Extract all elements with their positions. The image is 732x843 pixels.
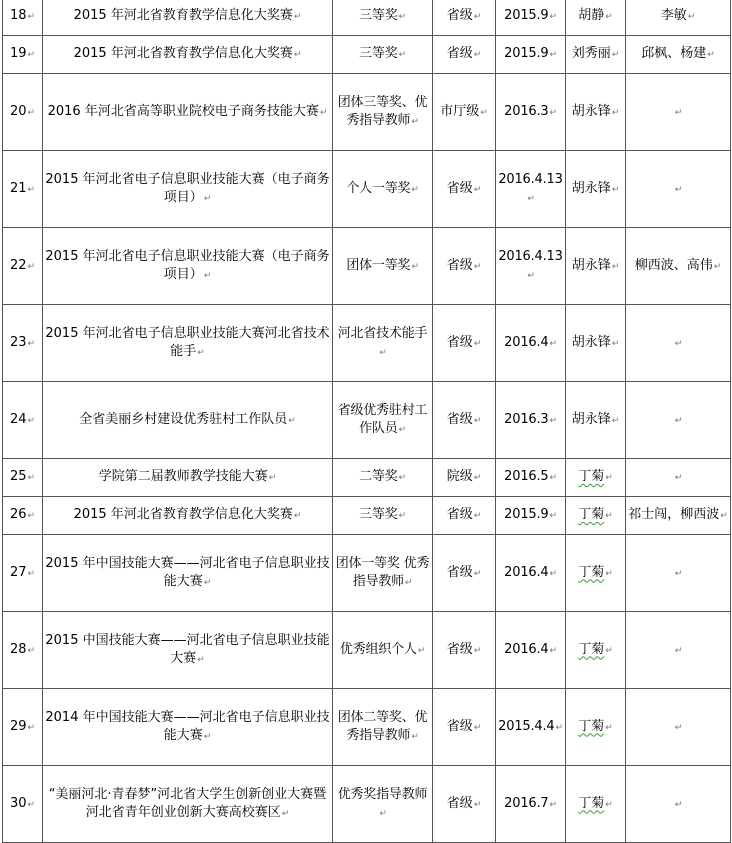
award-level-cell (433, 689, 496, 766)
paragraph-mark-icon: ↵ (549, 50, 557, 60)
competition-name: 全省美丽乡村建设优秀驻村工作队员 (79, 411, 288, 427)
paragraph-mark-icon: ↵ (605, 12, 613, 22)
paragraph-mark-icon: ↵ (411, 731, 419, 742)
paragraph-mark-icon: ↵ (27, 799, 36, 810)
paragraph-mark-icon: ↵ (27, 645, 36, 656)
competition-name-cell (43, 612, 333, 689)
paragraph-mark-icon: ↵ (398, 511, 406, 521)
competition-name-cell (43, 459, 333, 497)
paragraph-mark-icon: ↵ (473, 568, 482, 579)
competition-name-cell (43, 689, 333, 766)
team-members: 祁士闯，柳西波 (628, 507, 720, 522)
table-row (3, 228, 731, 305)
row-number-cell (3, 497, 43, 535)
award-date-cell (496, 36, 566, 74)
row-number: 28 (9, 641, 27, 657)
award-name-cell (333, 305, 433, 382)
award-level: 省级 (446, 411, 473, 427)
award-level-cell (433, 535, 496, 612)
competition-name: 2015 年河北省电子信息职业技能大赛河北省技术能手 (45, 325, 330, 359)
paragraph-mark-icon: ↵ (605, 473, 613, 483)
award-date-cell (496, 151, 566, 228)
award-name-cell (333, 228, 433, 305)
paragraph-mark-icon: ↵ (293, 511, 302, 521)
row-number: 19 (9, 46, 27, 61)
team-members-cell (626, 459, 731, 497)
award-level: 省级 (446, 507, 473, 522)
row-number: 26 (9, 507, 27, 522)
award-date: 2016.4 (504, 564, 549, 580)
award-date: 2016.4.13 (498, 248, 563, 264)
paragraph-mark-icon: ↵ (707, 50, 715, 60)
competition-name-cell (43, 74, 333, 151)
paragraph-mark-icon: ↵ (268, 473, 277, 483)
paragraph-mark-icon: ↵ (674, 415, 683, 426)
awardee-cell (566, 0, 626, 36)
paragraph-mark-icon: ↵ (549, 12, 557, 22)
competition-name: 2016 年河北省高等职业院校电子商务技能大赛 (47, 103, 319, 119)
awardee-cell (566, 305, 626, 382)
competition-name: 学院第二届教师教学技能大赛 (98, 469, 268, 484)
award-date-cell (496, 305, 566, 382)
paragraph-mark-icon: ↵ (674, 799, 683, 810)
award-date-cell (496, 228, 566, 305)
award-name-cell (333, 535, 433, 612)
award-name: 三等奖 (359, 8, 398, 23)
paragraph-mark-icon: ↵ (674, 473, 683, 483)
paragraph-mark-icon: ↵ (605, 645, 613, 656)
award-date-cell (496, 689, 566, 766)
row-number: 23 (9, 334, 27, 350)
awardee-cell (566, 766, 626, 843)
awardee: 丁菊 (578, 564, 605, 580)
row-number-cell (3, 382, 43, 459)
paragraph-mark-icon: ↵ (605, 568, 613, 579)
row-number-cell (3, 36, 43, 74)
paragraph-mark-icon: ↵ (27, 338, 36, 349)
award-level: 省级 (446, 718, 473, 734)
award-level-cell (433, 612, 496, 689)
row-number-cell (3, 0, 43, 36)
award-date: 2015.4.4 (498, 718, 555, 734)
paragraph-mark-icon: ↵ (549, 107, 557, 118)
paragraph-mark-icon: ↵ (27, 50, 36, 60)
paragraph-mark-icon: ↵ (605, 722, 613, 733)
paragraph-mark-icon: ↵ (411, 261, 419, 272)
award-name-cell (333, 151, 433, 228)
award-level: 省级 (446, 334, 473, 350)
award-name-cell (333, 0, 433, 36)
table-row (3, 151, 731, 228)
paragraph-mark-icon: ↵ (611, 338, 620, 349)
team-members-cell (626, 0, 731, 36)
award-level: 省级 (446, 257, 473, 273)
paragraph-mark-icon: ↵ (674, 338, 683, 349)
row-number-cell (3, 228, 43, 305)
competition-name-cell (43, 535, 333, 612)
table-row (3, 382, 731, 459)
award-name: 优秀奖指导教师 (337, 786, 428, 802)
paragraph-mark-icon: ↵ (293, 12, 302, 22)
paragraph-mark-icon: ↵ (197, 654, 205, 665)
award-level-cell (433, 36, 496, 74)
paragraph-mark-icon: ↵ (555, 722, 563, 733)
award-date-cell (496, 0, 566, 36)
awardee-cell (566, 74, 626, 151)
award-name-cell (333, 689, 433, 766)
team-members-cell (626, 74, 731, 151)
award-level-cell (433, 305, 496, 382)
award-date-cell (496, 535, 566, 612)
paragraph-mark-icon: ↵ (398, 424, 406, 435)
award-level-cell (433, 766, 496, 843)
paragraph-mark-icon: ↵ (549, 338, 557, 349)
award-date-cell (496, 382, 566, 459)
award-name: 团体一等奖 (346, 257, 411, 273)
row-number: 22 (9, 257, 27, 273)
paragraph-mark-icon: ↵ (398, 50, 406, 60)
paragraph-mark-icon: ↵ (417, 645, 426, 656)
award-name: 团体二等奖、优秀指导教师 (337, 709, 428, 743)
award-date: 2016.4 (504, 641, 549, 657)
award-date: 2015.9 (504, 507, 549, 522)
paragraph-mark-icon: ↵ (293, 50, 302, 60)
paragraph-mark-icon: ↵ (549, 568, 557, 579)
paragraph-mark-icon: ↵ (27, 473, 36, 483)
paragraph-mark-icon: ↵ (398, 12, 406, 22)
paragraph-mark-icon: ↵ (473, 338, 482, 349)
paragraph-mark-icon: ↵ (674, 645, 683, 656)
award-level: 院级 (446, 469, 473, 484)
row-number: 25 (9, 469, 27, 484)
award-name-cell (333, 459, 433, 497)
row-number: 24 (9, 411, 27, 427)
paragraph-mark-icon: ↵ (473, 645, 482, 656)
award-date: 2016.4.13 (498, 171, 563, 187)
awardee: 丁菊 (578, 469, 605, 484)
competition-name: 2015 年河北省电子信息职业技能大赛（电子商务项目） (45, 171, 330, 205)
competition-name-cell (43, 151, 333, 228)
awards-table-body (3, 0, 731, 843)
paragraph-mark-icon: ↵ (473, 473, 482, 483)
paragraph-mark-icon: ↵ (720, 511, 728, 521)
paragraph-mark-icon: ↵ (473, 415, 482, 426)
competition-name-cell (43, 0, 333, 36)
award-name: 三等奖 (359, 46, 398, 61)
row-number-cell (3, 74, 43, 151)
paragraph-mark-icon: ↵ (611, 261, 620, 272)
award-date-cell (496, 459, 566, 497)
row-number-cell (3, 766, 43, 843)
table-row (3, 766, 731, 843)
table-row (3, 0, 731, 36)
awardee: 胡静 (578, 8, 605, 23)
award-level-cell (433, 0, 496, 36)
paragraph-mark-icon: ↵ (674, 184, 683, 195)
paragraph-mark-icon: ↵ (203, 270, 212, 281)
team-members-cell (626, 689, 731, 766)
paragraph-mark-icon: ↵ (713, 261, 722, 272)
team-members: 邱枫、杨建 (641, 46, 707, 61)
paragraph-mark-icon: ↵ (473, 261, 482, 272)
paragraph-mark-icon: ↵ (674, 568, 683, 579)
paragraph-mark-icon: ↵ (203, 193, 212, 204)
award-name: 团体三等奖、优秀指导教师 (337, 94, 428, 128)
awardee-cell (566, 689, 626, 766)
award-date: 2016.5 (504, 469, 549, 484)
awardee: 胡永锋 (571, 411, 611, 427)
award-level-cell (433, 228, 496, 305)
award-level-cell (433, 151, 496, 228)
competition-name-cell (43, 766, 333, 843)
award-name: 河北省技术能手 (337, 325, 428, 341)
paragraph-mark-icon: ↵ (549, 511, 557, 521)
table-row (3, 459, 731, 497)
paragraph-mark-icon: ↵ (687, 12, 696, 22)
row-number: 27 (9, 564, 27, 580)
table-row (3, 305, 731, 382)
competition-name-cell (43, 497, 333, 535)
paragraph-mark-icon: ↵ (27, 261, 36, 272)
paragraph-mark-icon: ↵ (611, 415, 620, 426)
award-level-cell (433, 459, 496, 497)
paragraph-mark-icon: ↵ (549, 473, 557, 483)
competition-name: “美丽河北·青春梦”河北省大学生创新创业大赛暨河北省青年创业创新大赛高校赛区 (48, 786, 327, 820)
paragraph-mark-icon: ↵ (411, 116, 419, 127)
award-name-cell (333, 382, 433, 459)
row-number: 20 (9, 103, 27, 119)
paragraph-mark-icon: ↵ (27, 568, 36, 579)
awardee-cell (566, 151, 626, 228)
row-number: 21 (9, 180, 27, 196)
paragraph-mark-icon: ↵ (27, 12, 36, 22)
awardee: 丁菊 (578, 641, 605, 657)
award-level-cell (433, 497, 496, 535)
row-number-cell (3, 535, 43, 612)
award-name: 优秀组织个人 (339, 641, 417, 657)
award-date: 2016.3 (504, 411, 549, 427)
team-members-cell (626, 535, 731, 612)
award-date: 2016.4 (504, 334, 549, 350)
team-members-cell (626, 766, 731, 843)
award-level: 省级 (446, 795, 473, 811)
award-level: 省级 (446, 564, 473, 580)
competition-name-cell (43, 305, 333, 382)
awards-table (2, 0, 731, 843)
paragraph-mark-icon: ↵ (549, 799, 557, 810)
competition-name: 2015 年河北省电子信息职业技能大赛（电子商务项目） (45, 248, 330, 282)
award-date: 2016.7 (504, 795, 549, 811)
paragraph-mark-icon: ↵ (674, 107, 683, 118)
award-level-cell (433, 382, 496, 459)
row-number-cell (3, 612, 43, 689)
awardee: 胡永锋 (571, 257, 611, 273)
award-name: 二等奖 (359, 469, 398, 484)
paragraph-mark-icon: ↵ (674, 722, 683, 733)
award-name: 团体一等奖 优秀指导教师 (335, 555, 430, 589)
awardee: 丁菊 (578, 718, 605, 734)
award-name: 三等奖 (359, 507, 398, 522)
awardee: 刘秀丽 (571, 46, 611, 61)
paragraph-mark-icon: ↵ (549, 415, 557, 426)
award-date-cell (496, 612, 566, 689)
competition-name: 2015 年中国技能大赛——河北省电子信息职业技能大赛 (45, 555, 330, 589)
award-level: 省级 (446, 180, 473, 196)
paragraph-mark-icon: ↵ (605, 799, 613, 810)
award-name-cell (333, 36, 433, 74)
award-level: 市厅级 (440, 103, 480, 119)
table-row (3, 74, 731, 151)
team-members-cell (626, 36, 731, 74)
award-level: 省级 (446, 8, 473, 23)
paragraph-mark-icon: ↵ (27, 107, 36, 118)
row-number-cell (3, 151, 43, 228)
award-name-cell (333, 766, 433, 843)
competition-name: 2015 年河北省教育教学信息化大奖赛 (73, 46, 293, 61)
award-date: 2015.9 (504, 46, 549, 61)
awardee: 胡永锋 (571, 103, 611, 119)
row-number: 29 (9, 718, 27, 734)
team-members-cell (626, 228, 731, 305)
paragraph-mark-icon: ↵ (611, 184, 620, 195)
paragraph-mark-icon: ↵ (197, 347, 205, 358)
paragraph-mark-icon: ↵ (527, 270, 535, 281)
paragraph-mark-icon: ↵ (27, 415, 36, 426)
paragraph-mark-icon: ↵ (203, 731, 212, 742)
award-level-cell (433, 74, 496, 151)
paragraph-mark-icon: ↵ (288, 415, 296, 426)
paragraph-mark-icon: ↵ (27, 511, 36, 521)
paragraph-mark-icon: ↵ (319, 107, 328, 118)
team-members-cell (626, 497, 731, 535)
paragraph-mark-icon: ↵ (611, 50, 620, 60)
team-members: 李敏 (660, 8, 687, 23)
awardee-cell (566, 612, 626, 689)
paragraph-mark-icon: ↵ (473, 722, 482, 733)
awardee: 丁菊 (578, 507, 605, 522)
paragraph-mark-icon: ↵ (203, 577, 212, 588)
competition-name-cell (43, 36, 333, 74)
award-name-cell (333, 612, 433, 689)
paragraph-mark-icon: ↵ (473, 184, 482, 195)
team-members-cell (626, 382, 731, 459)
row-number: 30 (9, 795, 27, 811)
team-members-cell (626, 151, 731, 228)
paragraph-mark-icon: ↵ (473, 799, 482, 810)
row-number-cell (3, 459, 43, 497)
table-row (3, 612, 731, 689)
team-members-cell (626, 305, 731, 382)
competition-name-cell (43, 228, 333, 305)
team-members: 柳西波、高伟 (634, 257, 713, 273)
awardee: 胡永锋 (571, 180, 611, 196)
paragraph-mark-icon: ↵ (27, 722, 36, 733)
paragraph-mark-icon: ↵ (480, 107, 488, 118)
paragraph-mark-icon: ↵ (379, 808, 387, 819)
team-members-cell (626, 612, 731, 689)
paragraph-mark-icon: ↵ (281, 808, 290, 819)
row-number-cell (3, 689, 43, 766)
paragraph-mark-icon: ↵ (527, 193, 535, 204)
awardee-cell (566, 535, 626, 612)
award-date-cell (496, 497, 566, 535)
competition-name: 2015 年河北省教育教学信息化大奖赛 (73, 8, 293, 23)
awardee-cell (566, 459, 626, 497)
paragraph-mark-icon: ↵ (611, 107, 620, 118)
award-date: 2016.3 (504, 103, 549, 119)
paragraph-mark-icon: ↵ (379, 347, 387, 358)
table-row (3, 535, 731, 612)
award-date: 2015.9 (504, 8, 549, 23)
paragraph-mark-icon: ↵ (411, 184, 419, 195)
paragraph-mark-icon: ↵ (398, 473, 406, 483)
paragraph-mark-icon: ↵ (473, 511, 482, 521)
competition-name: 2015 年河北省教育教学信息化大奖赛 (73, 507, 293, 522)
awardee-cell (566, 36, 626, 74)
awardee-cell (566, 228, 626, 305)
award-date-cell (496, 74, 566, 151)
competition-name: 2015 中国技能大赛——河北省电子信息职业技能大赛 (45, 632, 330, 666)
row-number-cell (3, 305, 43, 382)
award-level: 省级 (446, 46, 473, 61)
award-level: 省级 (446, 641, 473, 657)
awardee-cell (566, 382, 626, 459)
paragraph-mark-icon: ↵ (549, 645, 557, 656)
award-name: 个人一等奖 (346, 180, 411, 196)
awardee: 胡永锋 (571, 334, 611, 350)
row-number: 18 (9, 8, 27, 23)
paragraph-mark-icon: ↵ (605, 511, 613, 521)
table-row (3, 497, 731, 535)
award-name-cell (333, 74, 433, 151)
competition-name-cell (43, 382, 333, 459)
table-row (3, 36, 731, 74)
paragraph-mark-icon: ↵ (404, 577, 413, 588)
paragraph-mark-icon: ↵ (27, 184, 36, 195)
table-row (3, 689, 731, 766)
awardee: 丁菊 (578, 795, 605, 811)
paragraph-mark-icon: ↵ (473, 50, 482, 60)
award-name: 省级优秀驻村工作队员 (337, 402, 428, 436)
award-name-cell (333, 497, 433, 535)
paragraph-mark-icon: ↵ (473, 12, 482, 22)
competition-name: 2014 年中国技能大赛——河北省电子信息职业技能大赛 (45, 709, 330, 743)
award-date-cell (496, 766, 566, 843)
awardee-cell (566, 497, 626, 535)
